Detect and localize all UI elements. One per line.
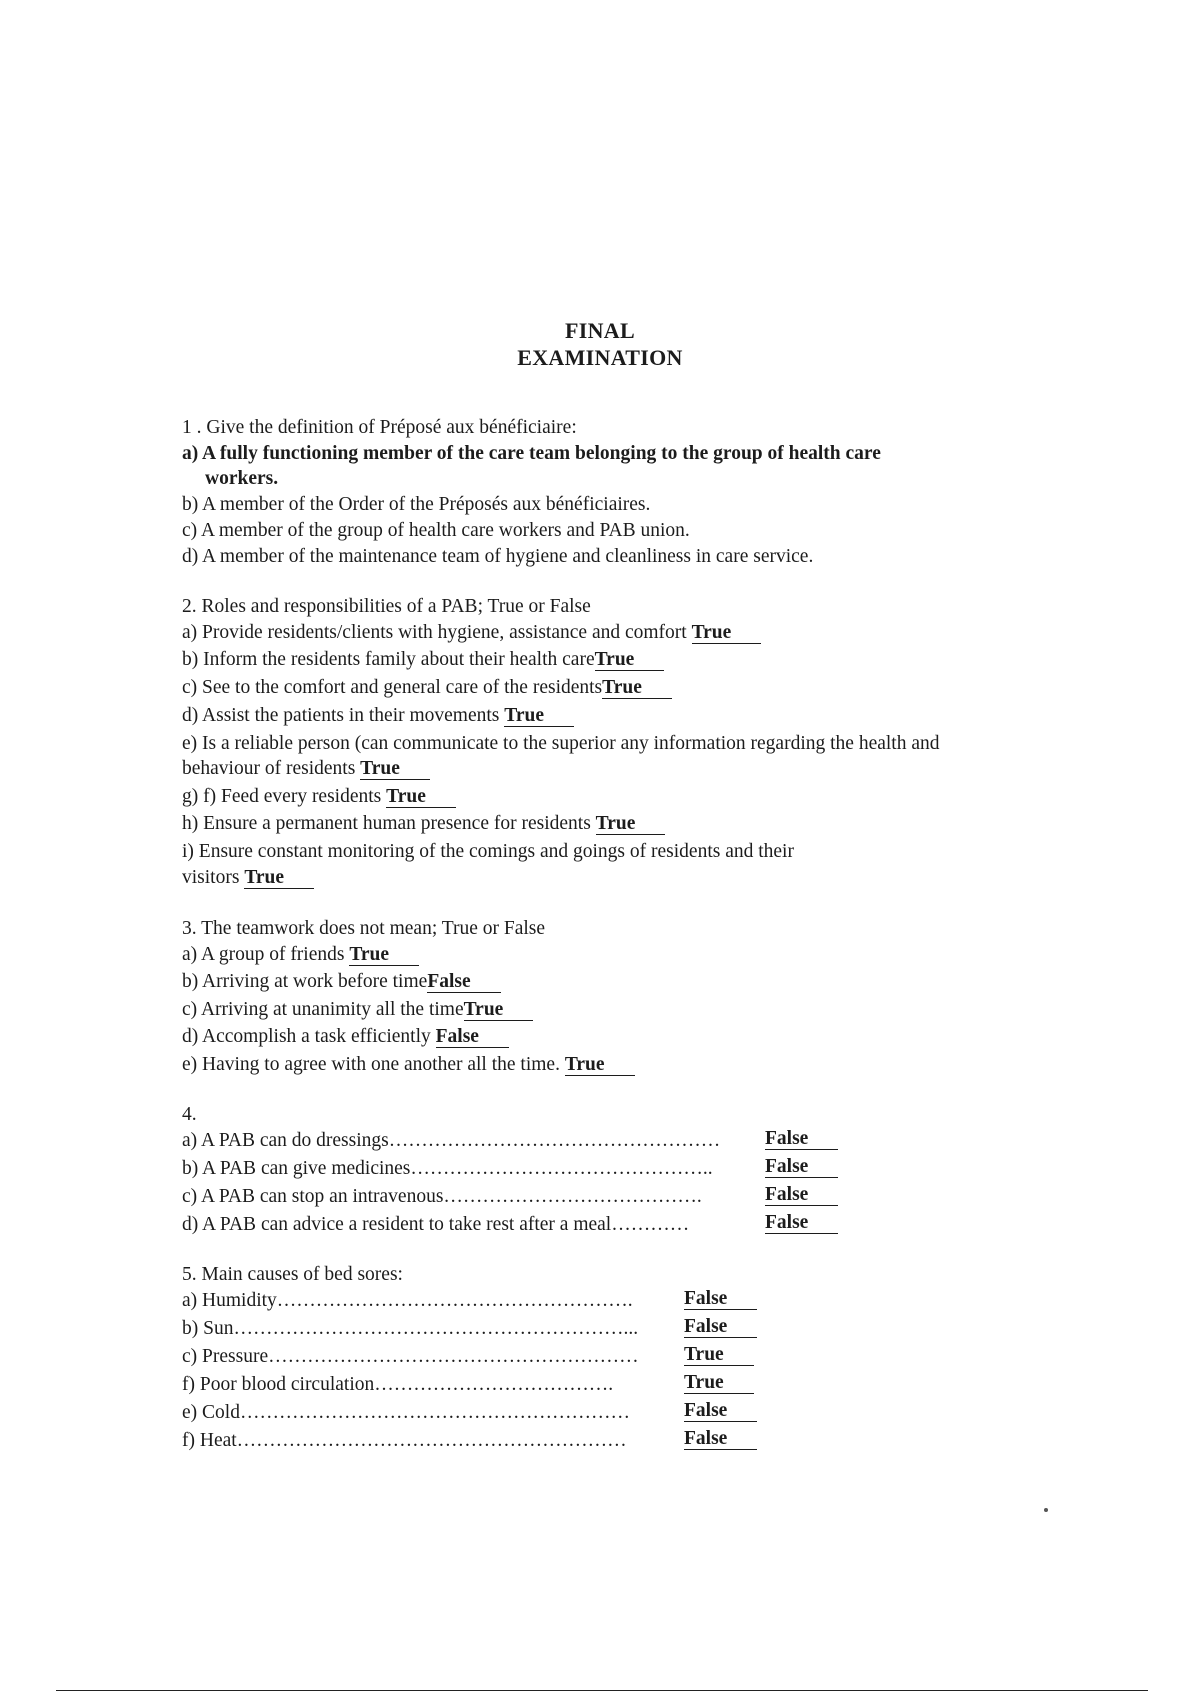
q2-item-label: a) Provide residents/clients with hygiene, assistance and comfort [182, 622, 692, 643]
q5-item-label: a) Humidity………………………………………………. [182, 1290, 633, 1311]
q1-option-c: c) A member of the group of health care workers and PAB union. [182, 520, 690, 541]
q3-item [182, 1025, 509, 1049]
q2-item [182, 812, 665, 836]
q5-item-answer: False [684, 1429, 757, 1450]
q3-item-label: e) Having to agree with one another all the time. [182, 1054, 565, 1075]
q3-item [182, 1053, 635, 1077]
q5-item-answer: True [684, 1373, 754, 1394]
exam-title-line2: EXAMINATION [517, 345, 683, 370]
q2-item-label: h) Ensure a permanent human presence for residents [182, 813, 596, 834]
q3-item-answer: True [565, 1055, 635, 1076]
q3-item-answer: True [349, 945, 419, 966]
q4-item-answer: False [765, 1185, 838, 1206]
q5-item [182, 1317, 802, 1341]
q4-item-answer: False [765, 1213, 838, 1234]
q3-item [182, 970, 501, 994]
q4-item-answer: False [765, 1129, 838, 1150]
exam-title-line1: FINAL [565, 318, 635, 343]
q3-item [182, 998, 533, 1022]
q5-item-answer: True [684, 1345, 754, 1366]
q2-item [182, 621, 761, 645]
q5-item-answer: False [684, 1289, 757, 1310]
q3-item-label: b) Arriving at work before time [182, 971, 428, 992]
q4-item-label: d) A PAB can advice a resident to take rest after a meal………… [182, 1214, 690, 1235]
q2-item [182, 785, 456, 809]
q4-item [182, 1157, 882, 1181]
q2-item [182, 648, 664, 672]
q3-question: 3. The teamwork does not mean; True or False [182, 918, 546, 939]
q3-item [182, 943, 419, 967]
q5-item [182, 1373, 802, 1397]
q2-item-answer: True [596, 814, 666, 835]
q2-item-i-line2 [182, 866, 314, 890]
q2-item-i-line1: i) Ensure constant monitoring of the comings and goings of residents and their [182, 841, 794, 862]
q4-item-answer: False [765, 1157, 838, 1178]
q2-item-answer: True [692, 623, 762, 644]
q5-item-answer: False [684, 1401, 757, 1422]
q4-item [182, 1185, 882, 1209]
q1-option-d: d) A member of the maintenance team of hygiene and cleanliness in care service. [182, 546, 814, 567]
q5-item-label: f) Heat…………………………………………………… [182, 1430, 627, 1451]
q2-item-e-line2 [182, 757, 430, 781]
q2-item-answer: True [386, 787, 456, 808]
q2-item [182, 704, 574, 728]
q2-item-label: g) f) Feed every residents [182, 786, 387, 807]
q4-item [182, 1213, 882, 1237]
q5-item-label: c) Pressure………………………………………………… [182, 1346, 639, 1367]
q5-item-answer: False [684, 1317, 757, 1338]
q3-item-answer: True [464, 1000, 534, 1021]
q2-item-label: behaviour of residents [182, 758, 361, 779]
q1-option-a-line2: workers. [205, 468, 279, 489]
footer-rule [56, 1690, 1148, 1691]
q4-item-label: c) A PAB can stop an intravenous…………………………………. [182, 1186, 702, 1207]
q5-item [182, 1429, 802, 1453]
q3-item-label: a) A group of friends [182, 944, 350, 965]
stray-mark [1044, 1508, 1048, 1512]
q2-item-label: d) Assist the patients in their movements [182, 705, 505, 726]
q1-question: 1 . Give the definition of Préposé aux bénéficiaire: [182, 417, 577, 438]
q3-item-label: d) Accomplish a task efficiently [182, 1026, 436, 1047]
q2-item [182, 676, 672, 700]
q5-item [182, 1401, 802, 1425]
q2-item-label: c) See to the comfort and general care of the residents [182, 677, 603, 698]
q2-item-answer: True [504, 706, 574, 727]
q1-option-b: b) A member of the Order of the Préposés aux bénéficiaires. [182, 494, 651, 515]
q2-item-answer: True [602, 678, 672, 699]
q4-question: 4. [182, 1104, 197, 1125]
q5-item-label: f) Poor blood circulation………………………………. [182, 1374, 614, 1395]
q5-item-label: e) Cold…………………………………………………… [182, 1402, 630, 1423]
q1-option-a-line1: a) A fully functioning member of the care team belonging to the group of health care [182, 443, 881, 464]
q2-question: 2. Roles and responsibilities of a PAB; True or False [182, 596, 591, 617]
q4-item [182, 1129, 882, 1153]
q2-item-answer: True [595, 650, 665, 671]
q3-item-answer: False [436, 1027, 509, 1048]
q2-item-e-line1: e) Is a reliable person (can communicate to the superior any information regarding the health and [182, 733, 940, 754]
q2-item-label: visitors [182, 867, 245, 888]
q4-item-label: a) A PAB can do dressings…………………………………………… [182, 1130, 721, 1151]
q2-item-answer: True [360, 759, 430, 780]
q5-item-label: b) Sun……………………………………………………... [182, 1318, 639, 1339]
q2-item-label: b) Inform the residents family about their health care [182, 649, 595, 670]
q5-item [182, 1345, 802, 1369]
q2-item-answer: True [244, 868, 314, 889]
q5-question: 5. Main causes of bed sores: [182, 1264, 403, 1285]
q3-item-answer: False [427, 972, 500, 993]
q4-item-label: b) A PAB can give medicines……………………………………….. [182, 1158, 713, 1179]
q5-item [182, 1289, 802, 1313]
q3-item-label: c) Arriving at unanimity all the time [182, 999, 464, 1020]
